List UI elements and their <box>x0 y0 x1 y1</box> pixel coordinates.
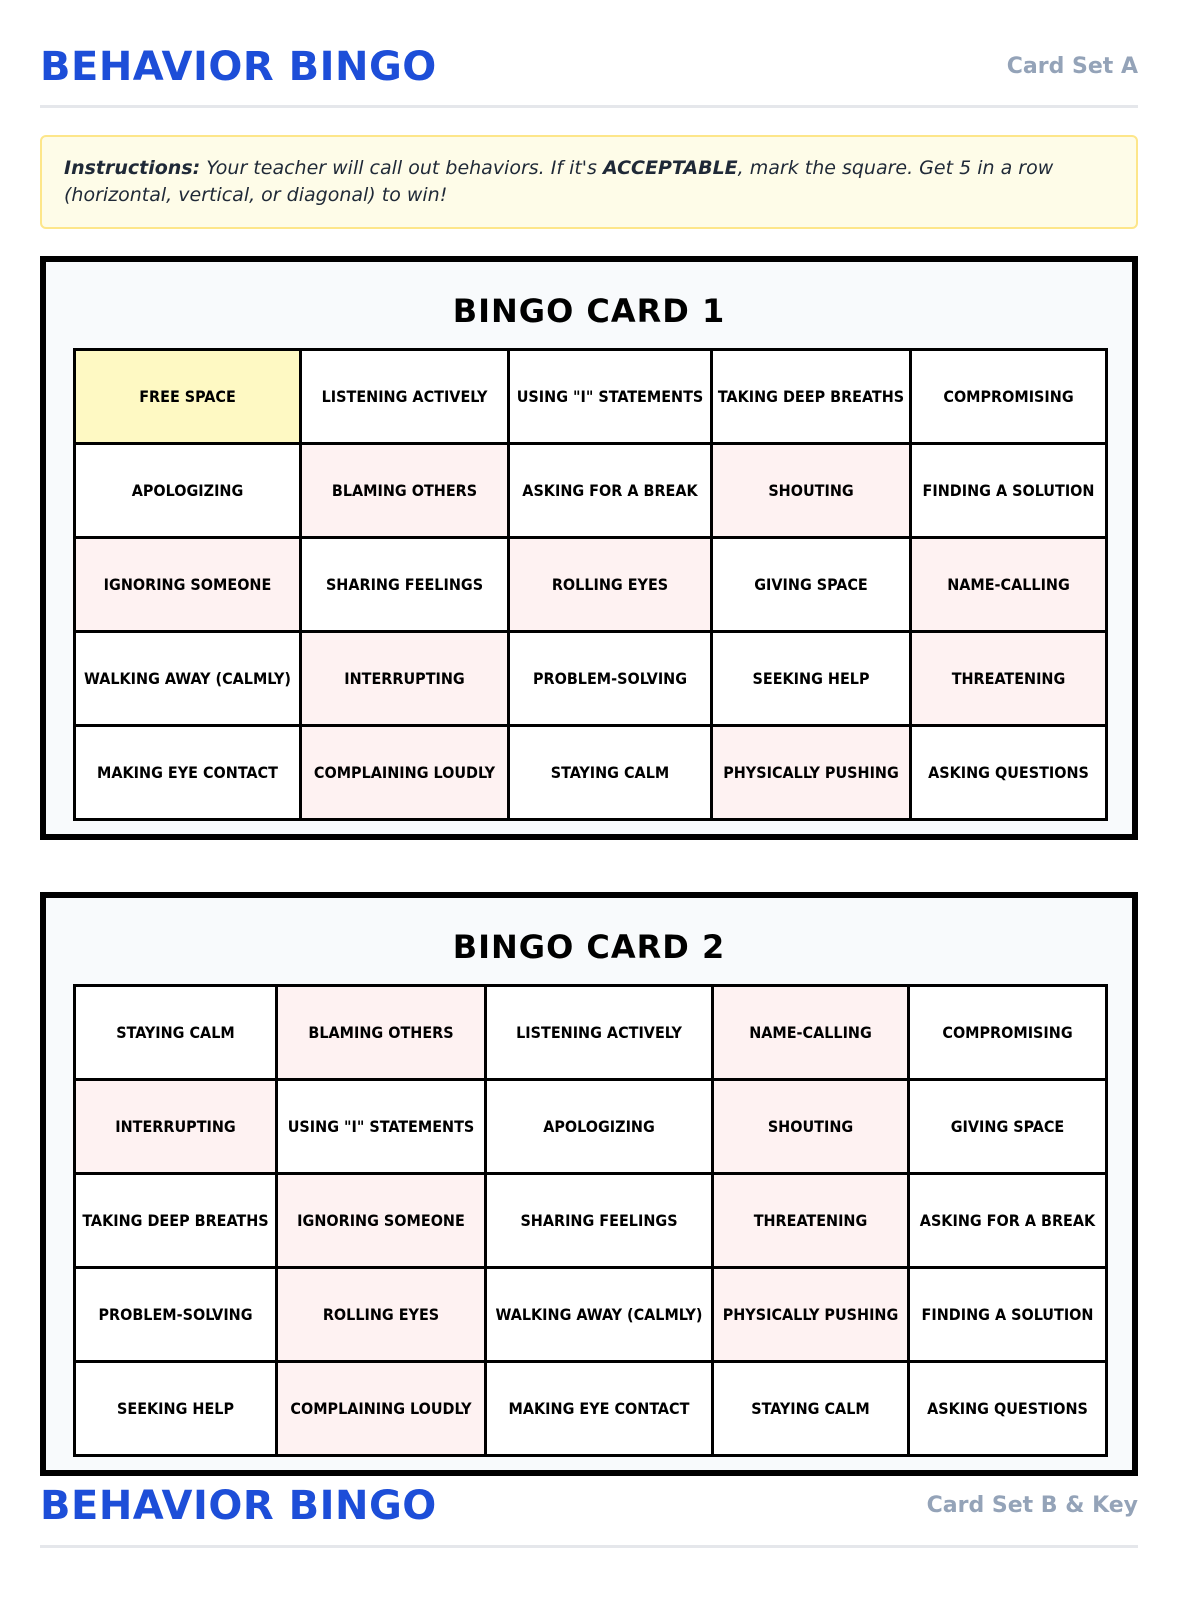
bingo-card-2 <box>40 892 1138 1476</box>
bingo-square[interactable]: FINDING A SOLUTION <box>909 1268 1107 1362</box>
grid-row <box>75 538 1107 632</box>
page-title: BEHAVIOR BINGO <box>40 1482 437 1529</box>
bingo-square[interactable]: USING "I" STATEMENTS <box>509 350 712 444</box>
card-set-label: Card Set B & Key <box>926 1493 1138 1518</box>
card-title: BINGO CARD 1 <box>452 292 726 330</box>
grid-row <box>75 444 1107 538</box>
grid-row <box>75 726 1107 820</box>
bingo-square[interactable]: STAYING CALM <box>75 986 277 1080</box>
bingo-square[interactable]: ASKING QUESTIONS <box>911 726 1107 820</box>
bingo-square[interactable]: COMPLAINING LOUDLY <box>301 726 509 820</box>
bingo-square[interactable]: SEEKING HELP <box>75 1362 277 1456</box>
grid-row <box>75 632 1107 726</box>
bingo-square[interactable]: COMPLAINING LOUDLY <box>277 1362 486 1456</box>
bingo-square[interactable]: SEEKING HELP <box>712 632 911 726</box>
bingo-square[interactable]: PROBLEM-SOLVING <box>509 632 712 726</box>
bingo-square[interactable]: MAKING EYE CONTACT <box>75 726 301 820</box>
instructions-lead: Instructions: <box>64 157 201 179</box>
bingo-square[interactable]: BLAMING OTHERS <box>277 986 486 1080</box>
bingo-grid <box>73 348 1108 821</box>
bingo-square[interactable]: TAKING DEEP BREATHS <box>75 1174 277 1268</box>
bingo-square[interactable]: ASKING FOR A BREAK <box>509 444 712 538</box>
bingo-square[interactable]: SHOUTING <box>712 444 911 538</box>
page-header-2 <box>40 1466 1138 1548</box>
instructions-text-1: Your teacher will call out behaviors. If it's <box>200 157 603 179</box>
bingo-square[interactable]: STAYING CALM <box>713 1362 909 1456</box>
grid-row <box>75 1080 1107 1174</box>
bingo-square[interactable]: IGNORING SOMEONE <box>75 538 301 632</box>
bingo-square[interactable]: NAME-CALLING <box>911 538 1107 632</box>
bingo-square[interactable]: COMPROMISING <box>911 350 1107 444</box>
bingo-square[interactable]: NAME-CALLING <box>713 986 909 1080</box>
bingo-square[interactable]: INTERRUPTING <box>75 1080 277 1174</box>
bingo-card-1 <box>40 256 1138 840</box>
bingo-square[interactable]: COMPROMISING <box>909 986 1107 1080</box>
bingo-square[interactable]: APOLOGIZING <box>75 444 301 538</box>
bingo-square[interactable]: WALKING AWAY (CALMLY) <box>486 1268 713 1362</box>
grid-row <box>75 1174 1107 1268</box>
bingo-square[interactable]: FINDING A SOLUTION <box>911 444 1107 538</box>
bingo-square[interactable]: USING "I" STATEMENTS <box>277 1080 486 1174</box>
grid-row <box>75 986 1107 1080</box>
bingo-square[interactable]: BLAMING OTHERS <box>301 444 509 538</box>
bingo-square[interactable]: ASKING FOR A BREAK <box>909 1174 1107 1268</box>
bingo-square[interactable]: ROLLING EYES <box>509 538 712 632</box>
bingo-square[interactable]: TAKING DEEP BREATHS <box>712 350 911 444</box>
bingo-square[interactable]: IGNORING SOMEONE <box>277 1174 486 1268</box>
bingo-square[interactable]: STAYING CALM <box>509 726 712 820</box>
bingo-square[interactable]: ROLLING EYES <box>277 1268 486 1362</box>
bingo-square[interactable]: THREATENING <box>713 1174 909 1268</box>
page-header <box>40 28 1138 108</box>
bingo-square[interactable]: APOLOGIZING <box>486 1080 713 1174</box>
bingo-square[interactable]: GIVING SPACE <box>712 538 911 632</box>
free-space-square[interactable]: FREE SPACE <box>75 350 301 444</box>
bingo-square[interactable]: THREATENING <box>911 632 1107 726</box>
bingo-square[interactable]: PROBLEM-SOLVING <box>75 1268 277 1362</box>
page-title: BEHAVIOR BINGO <box>40 43 437 90</box>
bingo-square[interactable]: LISTENING ACTIVELY <box>301 350 509 444</box>
instructions-emphasis: ACCEPTABLE <box>602 157 738 179</box>
grid-row <box>75 350 1107 444</box>
bingo-grid <box>73 984 1108 1457</box>
grid-row <box>75 1268 1107 1362</box>
card-title: BINGO CARD 2 <box>452 928 726 966</box>
instructions-box <box>40 135 1138 229</box>
bingo-square[interactable]: MAKING EYE CONTACT <box>486 1362 713 1456</box>
bingo-square[interactable]: ASKING QUESTIONS <box>909 1362 1107 1456</box>
bingo-square[interactable]: PHYSICALLY PUSHING <box>713 1268 909 1362</box>
card-set-label: Card Set A <box>1006 54 1138 79</box>
bingo-square[interactable]: LISTENING ACTIVELY <box>486 986 713 1080</box>
bingo-square[interactable]: SHARING FEELINGS <box>301 538 509 632</box>
bingo-square[interactable]: SHARING FEELINGS <box>486 1174 713 1268</box>
bingo-square[interactable]: GIVING SPACE <box>909 1080 1107 1174</box>
bingo-square[interactable]: WALKING AWAY (CALMLY) <box>75 632 301 726</box>
bingo-square[interactable]: SHOUTING <box>713 1080 909 1174</box>
bingo-square[interactable]: INTERRUPTING <box>301 632 509 726</box>
instructions-text-2: , mark the square. Get 5 in a row (horizontal, vertical, or diagonal) to win! <box>64 157 1054 206</box>
bingo-square[interactable]: PHYSICALLY PUSHING <box>712 726 911 820</box>
grid-row <box>75 1362 1107 1456</box>
